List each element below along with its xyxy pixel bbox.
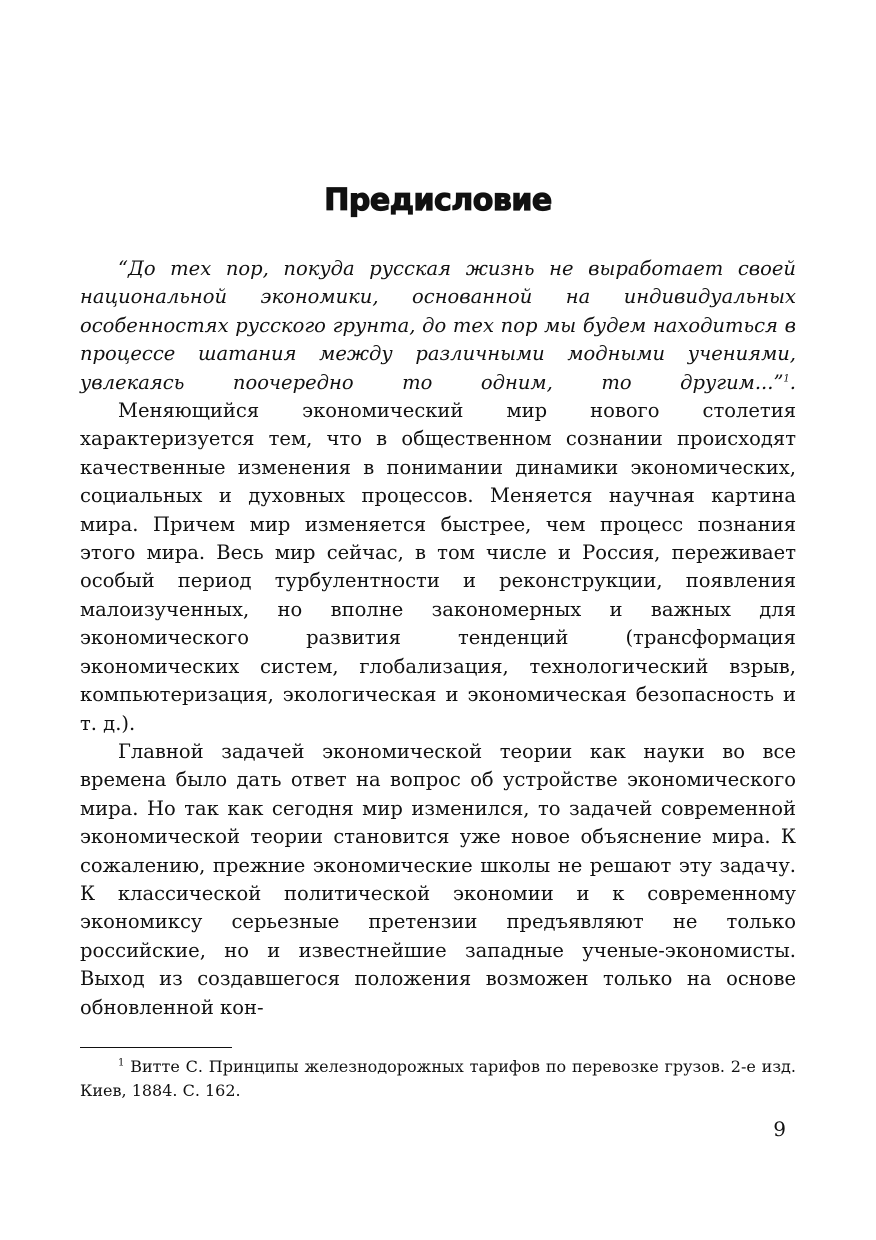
epigraph-text: “До тех пор, покуда русская жизнь не выработает своей национальной экономики, основанной на индивидуальных особенностях русского грунта, до тех пор мы будем находиться в процессе шатания между различными модными учениями, увлекаясь поочередно то одним, то другим...” [80, 257, 796, 394]
page-title: Предисловие [324, 183, 552, 218]
footnote-reference: 1 [783, 373, 790, 385]
footnote-text: Витте С. Принципы железнодорожных тарифов по перевозке грузов. 2-е изд. Киев, 1884. С. 162. [80, 1057, 796, 1100]
body-text [80, 255, 796, 1022]
page-number: 9 [773, 1117, 786, 1141]
footnote-divider [80, 1047, 232, 1048]
footnote-number: 1 [118, 1057, 125, 1069]
footnote [80, 1055, 796, 1103]
paragraph-2: Главной задачей экономической теории как науки во все времена было дать ответ на вопрос об устройстве экономического мира. Но так как сегодня мир изменился, то задачей современной экономической теории становится уже новое объяснение мира. К сожалению, прежние экономические школы не решают эту задачу. К классической политической экономии и к современному экономиксу серьезные претензии предъявляют не только российские, но и известнейшие западные ученые-экономисты. Выход из создавшегося положения возможен только на основе обновленной кон- [80, 739, 796, 1019]
epigraph [80, 255, 796, 397]
epigraph-trailing: . [789, 370, 796, 394]
paragraph-1: Меняющийся экономический мир нового столетия характеризуется тем, что в общественном сознании происходят качественные изменения в понимании динамики экономических, социальных и духовных процессов. Меняется научная картина мира. Причем мир изменяется быстрее, чем процесс познания этого мира. Весь мир сейчас, в том числе и Россия, переживает особый период турбулентности и реконструкции, появления малоизученных, но вполне закономерных и важных для экономического развития тенденций (трансформация экономических систем, глобализация, технологический взрыв, компьютеризация, экологическая и экономическая безопасность и т. д.). [80, 399, 796, 735]
book-page [80, 0, 796, 1240]
